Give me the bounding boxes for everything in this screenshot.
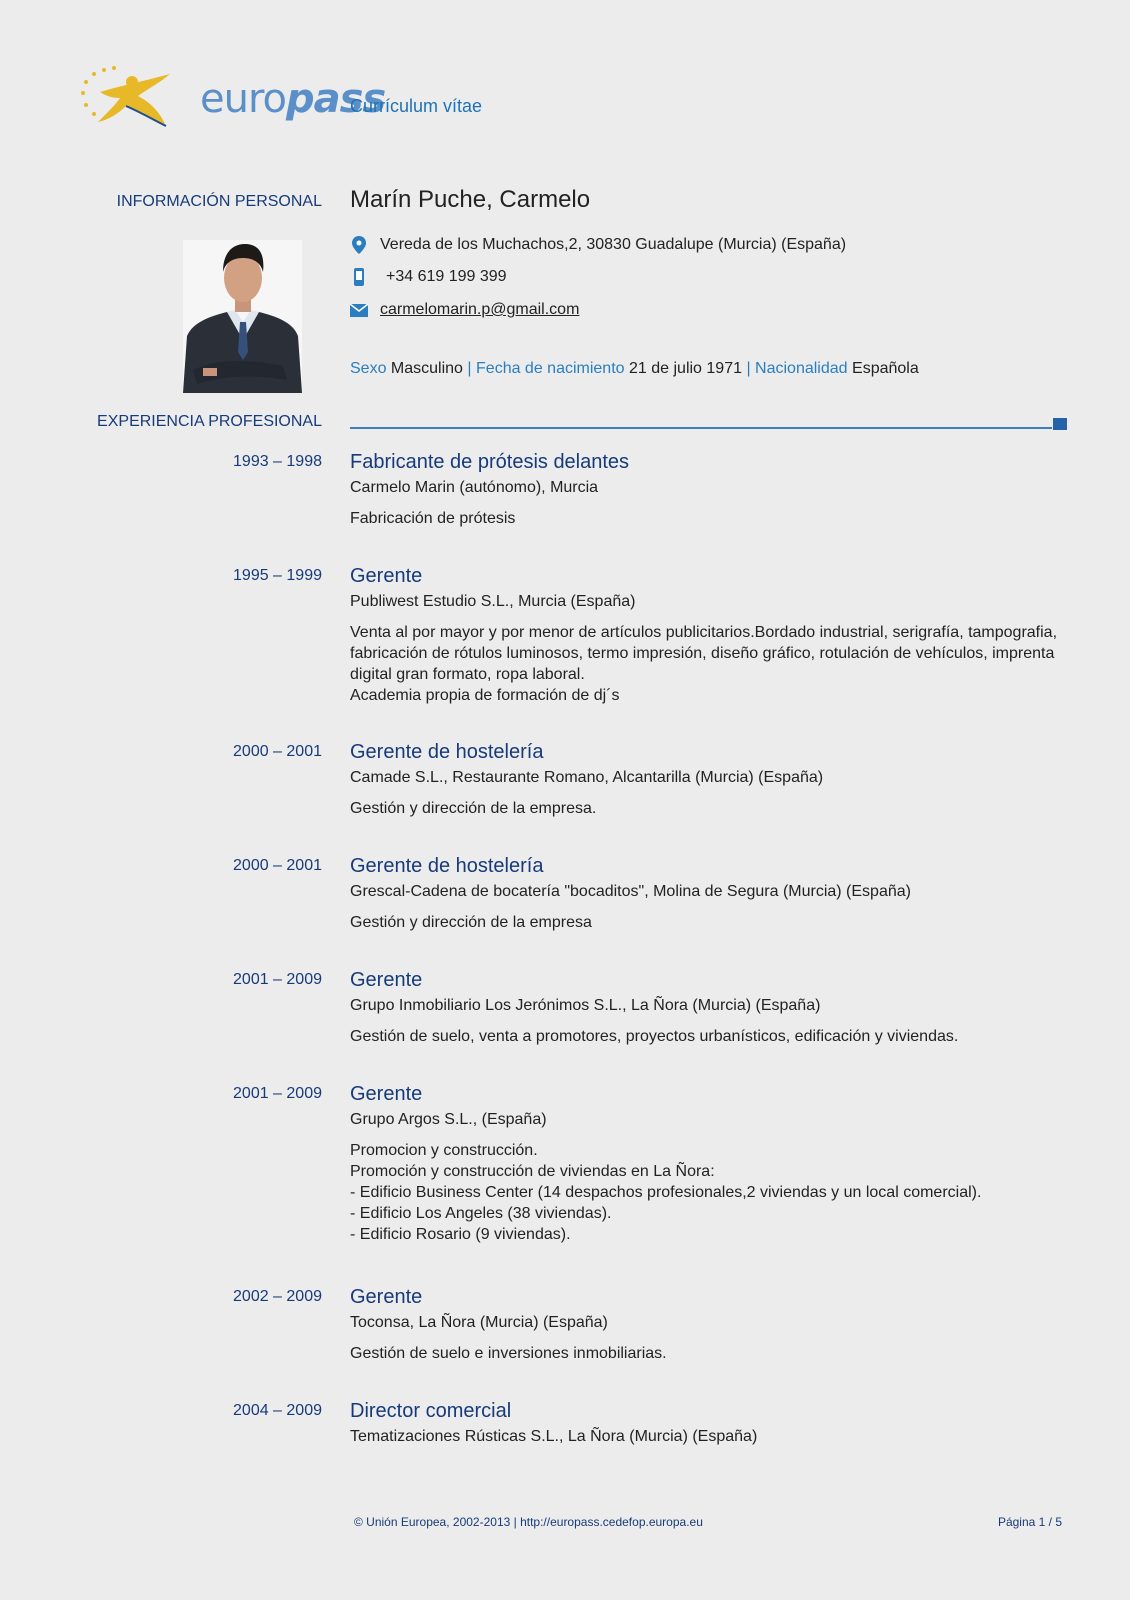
job-employer: Carmelo Marin (autónomo), Murcia (350, 479, 599, 496)
job-dates: 2001 – 2009 (233, 1085, 322, 1102)
job-description: Promocion y construcción. Promoción y construcción de viviendas en La Ñora: - Edificio Business Center (14 despachos profesionales,2 viviendas y un local comercial). - Edificio Los Angeles (38 viviendas). - Edificio Rosario (9 viviendas). (350, 1142, 982, 1243)
section-divider-marker (1053, 418, 1067, 430)
job-dates: 2000 – 2001 (233, 857, 322, 874)
job-entry (350, 1399, 1070, 1447)
job-title: Gerente (350, 565, 423, 587)
birth-value: 21 de julio 1971 (629, 360, 742, 377)
separator: | (467, 360, 472, 377)
sex-value: Masculino (390, 360, 463, 377)
job-description: Venta al por mayor y por menor de artículos publicitarios.Bordado industrial, serigrafía, tampografia, fabricación de rótulos luminosos, termo impresión, diseño gráfico, rotulación de vehículos, imprenta digital gran formato, ropa laboral. Academia propia de formación de dj´s (350, 624, 1058, 704)
job-title: Gerente de hostelería (350, 741, 544, 763)
job-employer: Camade S.L., Restaurante Romano, Alcantarilla (Murcia) (España) (350, 769, 824, 786)
personal-details-line (350, 360, 919, 378)
job-title: Director comercial (350, 1400, 512, 1422)
section-divider (350, 427, 1052, 429)
profile-photo (183, 240, 302, 393)
mobile-phone-icon (350, 268, 368, 286)
location-pin-icon (350, 236, 368, 254)
address-text: Vereda de los Muchachos,2, 30830 Guadalupe (Murcia) (España) (380, 236, 847, 253)
job-entry (350, 1082, 1070, 1245)
job-dates: 2002 – 2009 (233, 1288, 322, 1305)
job-title: Gerente de hostelería (350, 855, 544, 877)
job-entry (350, 564, 1070, 706)
job-title: Gerente (350, 1286, 423, 1308)
job-dates: 1995 – 1999 (233, 567, 322, 584)
job-title: Gerente (350, 1083, 423, 1105)
person-name: Marín Puche, Carmelo (350, 186, 591, 213)
address-row (350, 236, 846, 254)
job-description: Fabricación de prótesis (350, 510, 516, 527)
phone-text: +34 619 199 399 (386, 268, 507, 285)
job-description: Gestión de suelo e inversiones inmobiliarias. (350, 1345, 667, 1362)
job-description: Gestión y dirección de la empresa (350, 914, 592, 931)
job-employer: Grupo Inmobiliario Los Jerónimos S.L., La Ñora (Murcia) (España) (350, 997, 821, 1014)
birth-label: Fecha de nacimiento (476, 360, 625, 377)
job-title: Gerente (350, 969, 423, 991)
envelope-icon (350, 301, 368, 319)
job-dates: 2001 – 2009 (233, 971, 322, 988)
europass-figure-icon (80, 62, 210, 134)
job-description: Gestión y dirección de la empresa. (350, 800, 597, 817)
job-entry (350, 968, 1070, 1047)
job-title: Fabricante de prótesis delantes (350, 451, 630, 473)
sex-label: Sexo (350, 360, 387, 377)
nationality-label: Nacionalidad (755, 360, 848, 377)
job-employer: Grupo Argos S.L., (España) (350, 1111, 547, 1128)
footer-copyright[interactable]: © Unión Europea, 2002-2013 | http://europass.cedefop.europa.eu (354, 1515, 703, 1529)
europass-wordmark: europass (200, 76, 386, 122)
doc-title: Currículum vítae (350, 96, 483, 116)
job-entry (350, 1285, 1070, 1364)
job-dates: 2000 – 2001 (233, 743, 322, 760)
job-employer: Toconsa, La Ñora (Murcia) (España) (350, 1314, 608, 1331)
job-dates: 2004 – 2009 (233, 1402, 322, 1419)
personal-info-label: INFORMACIÓN PERSONAL (116, 193, 322, 210)
email-row (350, 301, 579, 319)
europass-logo (80, 62, 386, 134)
page-number: Página 1 / 5 (997, 1515, 1062, 1529)
job-entry (350, 740, 1070, 819)
phone-row (350, 268, 507, 286)
job-employer: Tematizaciones Rústicas S.L., La Ñora (Murcia) (España) (350, 1428, 758, 1445)
nationality-value: Española (852, 360, 919, 377)
job-employer: Publiwest Estudio S.L., Murcia (España) (350, 593, 636, 610)
job-entry (350, 450, 1070, 529)
job-description: Gestión de suelo, venta a promotores, proyectos urbanísticos, edificación y viviendas. (350, 1028, 959, 1045)
job-employer: Grescal-Cadena de bocatería "bocaditos", Molina de Segura (Murcia) (España) (350, 883, 911, 900)
email-link[interactable]: carmelomarin.p@gmail.com (380, 301, 580, 318)
job-dates: 1993 – 1998 (233, 453, 322, 470)
experience-section-label: EXPERIENCIA PROFESIONAL (97, 413, 322, 430)
job-entry (350, 854, 1070, 933)
separator: | (746, 360, 751, 377)
